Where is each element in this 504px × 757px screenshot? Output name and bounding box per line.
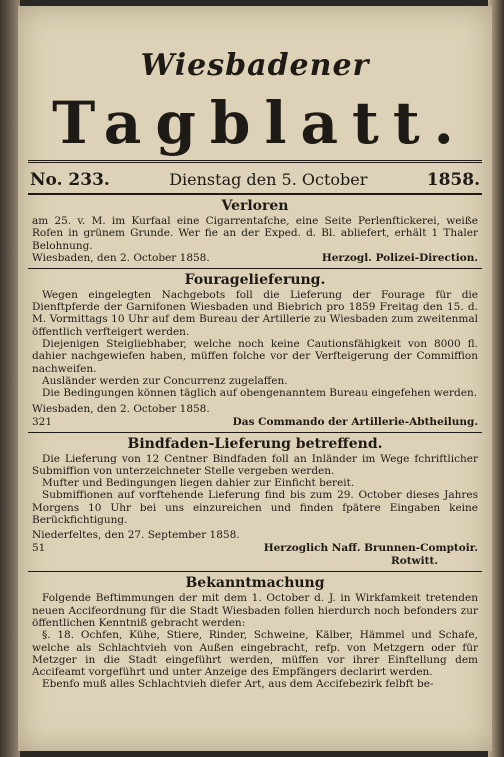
authority: Herzogl. Polizei-Direction. xyxy=(321,251,478,264)
authority: Herzoglich Naff. Brunnen-Comptoir. xyxy=(263,542,478,555)
issue-number: No. 233. xyxy=(30,170,110,190)
notice-heading: Bekanntmachung xyxy=(185,575,325,592)
place-date-line xyxy=(32,529,478,542)
authority: Das Commando der Artillerie-Abtheilung. xyxy=(232,415,478,428)
place-date-line xyxy=(32,403,478,416)
notice-signature xyxy=(32,542,478,555)
notice-paragraph: Diejenigen Steigliebhaber, welche noch keine Cautionsfähigkeit von 8000 fl. dahier nachgewiefen haben, müffen folche vor der Verfteigerung der Commiffion nachweifen. xyxy=(32,338,478,375)
notice-bekanntmachung xyxy=(18,574,492,690)
masthead-title-main: Tagblatt. xyxy=(52,89,468,157)
divider xyxy=(28,268,482,269)
notice-number: 51 xyxy=(32,542,46,555)
divider xyxy=(28,432,482,433)
divider xyxy=(28,571,482,572)
notice-signature xyxy=(32,252,478,265)
divider xyxy=(28,193,482,195)
notice-number: 321 xyxy=(32,415,53,428)
notice-paragraph: Die Bedingungen können täglich auf obengenanntem Bureau eingefehen werden. xyxy=(42,387,478,400)
notice-verloren xyxy=(18,197,492,265)
notice-heading: Verloren xyxy=(221,198,289,214)
notice-heading: Bindfaden-Lieferung betreffend. xyxy=(127,435,383,452)
notice-fourage xyxy=(18,271,492,429)
notice-paragraph: Wegen eingelegten Nachgebots foll die Lieferung der Fourage für die Dienftpferde der Garnifonen Wiesbaden und Biebrich pro 1859 Freitag den 15. d. M. Vormittags 10 Uhr auf dem Bureau der Artillerie zu Wiesbaden zum zweitenmal öffentlich verfteigert werden. xyxy=(32,288,478,338)
book-spine-left xyxy=(0,0,20,757)
notice-paragraph: Submiffionen auf vorftehende Lieferung find bis zum 29. October dieses Jahres Morgens 10 Uhr bei uns einzureichen und finden fpätere Eingaben keine Berückfichtigung. xyxy=(32,489,478,527)
notice-paragraph: Folgende Beftimmungen der mit dem 1. October d. J. in Wirkfamkeit tretenden neuen Accifeordnung für die Stadt Wiesbaden follen hierdurch noch befonders zur öffentlichen Kenntniß gebracht werden: xyxy=(32,592,478,629)
notice-paragraph: §. 18. Ochfen, Kühe, Stiere, Rinder, Schweine, Kälber, Hämmel und Schafe, welche als Schlachtvieh von Außen eingebracht, refp. von Metzgern oder für Metzger in die Stadt eingeführt werden, müffen vor ihrer Einftellung dem Accifeamt vorgeführt und unter Anzeige des Empfängers declarirt werden. xyxy=(32,629,478,679)
signer: Rotwitt. xyxy=(391,555,438,568)
place-date: Niederfeltes, den 27. September 1858. xyxy=(32,529,240,542)
notice-paragraph: Mufter und Bedingungen liegen dahier zur Einficht bereit. xyxy=(42,477,355,490)
notice-paragraph: Ausländer werden zur Concurrenz zugelaffen. xyxy=(42,374,288,387)
notice-paragraph: Die Lieferung von 12 Centner Bindfaden foll an Inländer im Wege fchriftlicher Submiffion von unterzeichneter Stelle vergeben werden. xyxy=(32,452,478,477)
newspaper-page xyxy=(18,6,492,751)
place-date: Wiesbaden, den 2. October 1858. xyxy=(32,402,210,415)
notice-heading: Fouragelieferung. xyxy=(184,271,326,288)
place-date: Wiesbaden, den 2. October 1858. xyxy=(32,251,210,264)
notice-paragraph: Ebenfo muß alles Schlachtvieh diefer Art, aus dem Accifebezirk felbft be- xyxy=(42,678,434,691)
issue-line xyxy=(18,167,492,193)
issue-year: 1858. xyxy=(426,170,480,190)
masthead-title-top: Wiesbadener xyxy=(140,48,370,83)
notice-text: am 25. v. M. im Kurfaal eine Cigarrentafche, eine Seite Perlenftickerei, weiße Rofen in grünem Grunde. Wer fie an der Exped. d. Bl. abliefert, erhält 1 Thaler Belohnung. xyxy=(32,215,478,252)
divider xyxy=(28,160,482,163)
issue-date: Dienstag den 5. October xyxy=(169,170,368,189)
notice-bindfaden xyxy=(18,435,492,569)
notice-signature xyxy=(32,416,478,429)
